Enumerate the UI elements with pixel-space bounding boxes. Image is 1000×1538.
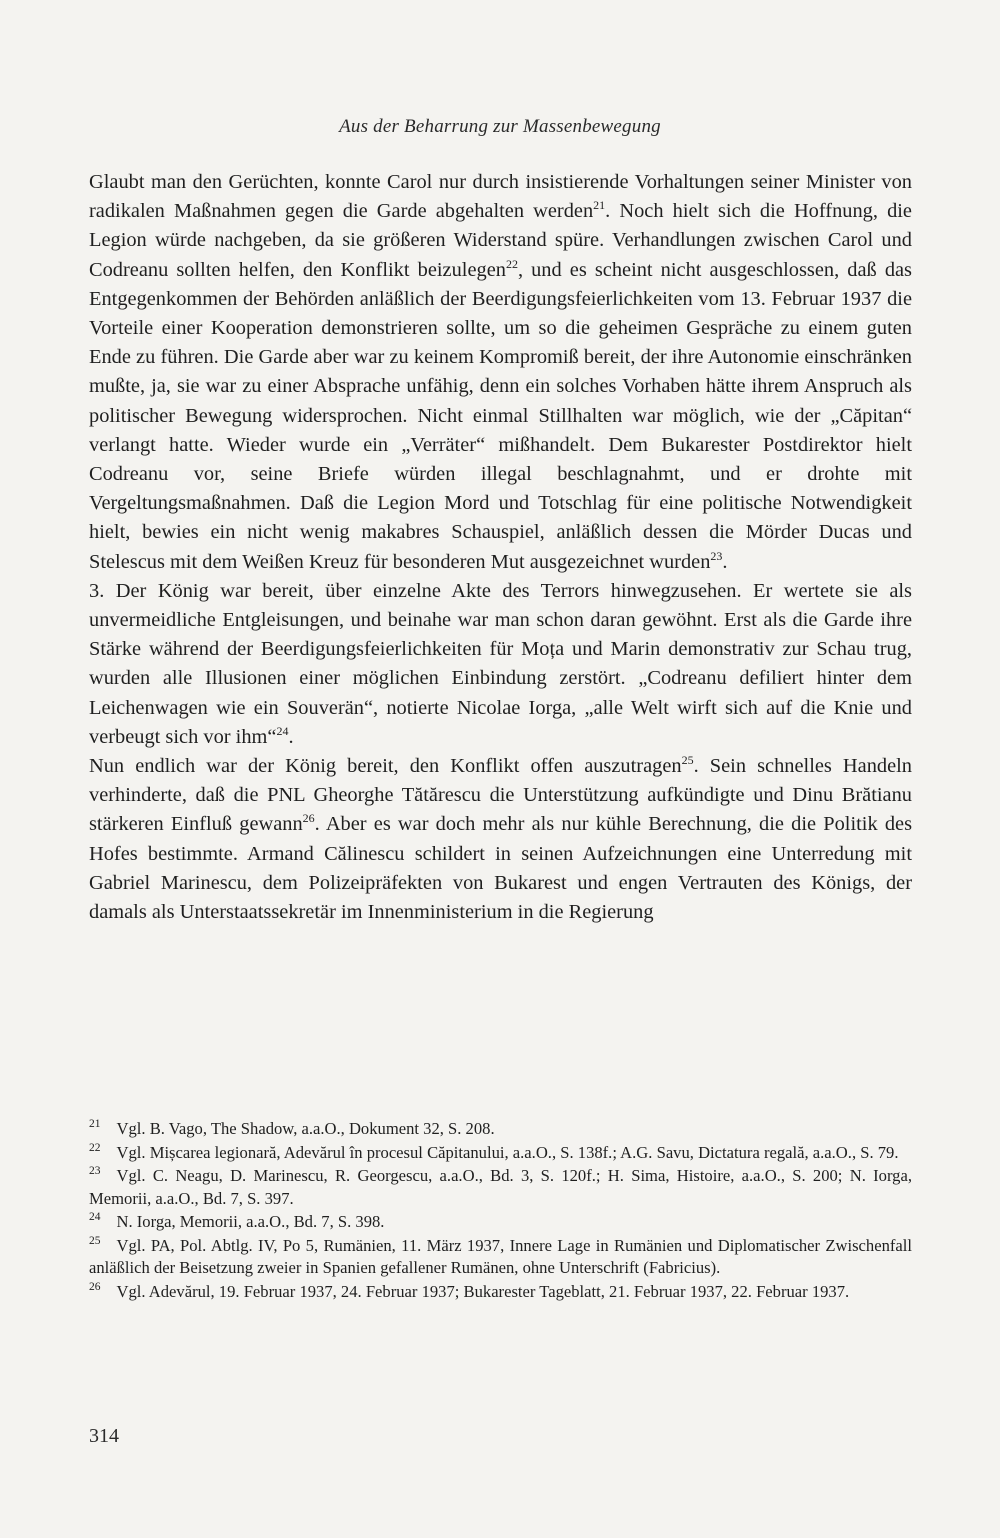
paragraph <box>89 577 912 752</box>
footnote-text: N. Iorga, Memorii, a.a.O., Bd. 7, S. 398. <box>116 1212 385 1231</box>
footnote-number: 22 <box>89 1141 101 1154</box>
text-run: . Aber es war doch mehr als nur kühle Berechnung, die die Politik des Hofes bestimmte. Armand Călinescu schildert in seinen Aufzeichnungen eine Unterredung mit Gabriel Marinescu, dem Polizeipräfekten von Bukarest und engen Vertrauten des Königs, der damals als Unterstaatssekretär im Innenministerium in die Regierung <box>89 813 912 924</box>
footnote-number: 25 <box>89 1234 101 1247</box>
page-number: 314 <box>89 1425 119 1447</box>
footnote-number: 23 <box>89 1165 101 1178</box>
footnote-text: Vgl. C. Neagu, D. Marinescu, R. Georgescu, a.a.O., Bd. 3, S. 120f.; H. Sima, Histoire, a.a.O., S. 200; N. Iorga, Memorii, a.a.O., Bd. 7, S. 397. <box>89 1166 912 1208</box>
paragraph <box>89 752 912 927</box>
footnote <box>89 1235 912 1280</box>
footnote <box>89 1118 912 1141</box>
text-run: 3. Der König war bereit, über einzelne Akte des Terrors hinwegzusehen. Er wertete sie als unvermeidliche Entgleisungen, und beinahe war man schon daran gewöhnt. Erst als die Garde ihre Stärke während der Beerdigungsfeierlichkeiten für Moța und Marin demonstrativ zur Schau trug, wurden alle Illusionen einer möglichen Einbindung zerstört. „Codreanu defiliert hinter dem Leichenwagen wie ein Souverän“, notierte Nicolae Iorga, „alle Welt wirft sich auf die Knie und verbeugt sich vor ihm“ <box>89 579 912 748</box>
running-head: Aus der Beharrung zur Massenbewegung <box>339 116 661 137</box>
footnote-reference: 23 <box>710 548 723 563</box>
footnote-text: Vgl. Mișcarea legionară, Adevărul în procesul Căpitanului, a.a.O., S. 138f.; A.G. Savu, Dictatura regală, a.a.O., S. 79. <box>116 1142 899 1162</box>
footnote-number: 26 <box>89 1280 101 1293</box>
text-run: Nun endlich war der König bereit, den Konflikt offen auszutragen <box>89 755 682 778</box>
footnote <box>89 1281 912 1304</box>
text-run: . <box>722 550 728 573</box>
footnote-reference: 24 <box>276 724 289 739</box>
footnote-text: Vgl. PA, Pol. Abtlg. IV, Po 5, Rumänien, 11. März 1937, Innere Lage in Rumänien und Diplomatischer Zwischenfall anläßlich der Beisetzung zweier in Spanien gefallener Rumänen, ohne Unterschrift (Fabricius). <box>89 1235 912 1277</box>
text-run: . Sein schnelles Handeln verhinderte, daß die PNL Gheorghe Tătărescu die Unterstützung aufkündigte und Dinu Brătianu stärkeren Einfluß gewann <box>89 755 913 836</box>
text-run: . <box>288 725 294 748</box>
footnote-reference: 26 <box>302 811 315 826</box>
text-run: . Noch hielt sich die Hoffnung, die Legion würde nachgeben, da sie größeren Widerstand spüre. Verhandlungen zwischen Carol und Codreanu sollten helfen, den Konflikt beizulegen <box>89 200 912 281</box>
footnote-number: 24 <box>89 1211 101 1224</box>
footnote-text: Vgl. Adevărul, 19. Februar 1937, 24. Februar 1937; Bukarester Tageblatt, 21. Februar 1937, 22. Februar 1937. <box>116 1281 850 1301</box>
footnote-reference: 22 <box>505 256 518 271</box>
footnote-text: Vgl. B. Vago, The Shadow, a.a.O., Dokument 32, S. 208. <box>116 1119 495 1138</box>
text-run: , und es scheint nicht ausgeschlossen, daß das Entgegenkommen der Behörden anläßlich der Beerdigungsfeierlichkeiten vom 13. Februar 1937 die Vorteile einer Kooperation demonstrieren sollte, um so die geheimen Gespräche zu einem guten Ende zu führen. Die Garde aber war zu keinem Kompromiß bereit, der ihre Autonomie einschränken mußte, ja, sie war zu einer Absprache unfähig, denn ein solches Vorhaben hätte ihrem Anspruch als politischer Bewegung widersprochen. Nicht einmal Stillhalten war möglich, wie der „Căpitan“ verlangt hatte. Wieder wurde ein „Verräter“ mißhandelt. Dem Bukarester Postdirektor hielt Codreanu vor, seine Briefe würden illegal beschlagnahmt, und er drohte mit Vergeltungsmaßnahmen. Daß die Legion Mord und Totschlag für eine politische Notwendigkeit hielt, bewies ein nicht wenig makabres Schauspiel, anläßlich dessen die Mörder Ducas und Stelescus mit dem Weißen Kreuz für besonderen Mut ausgezeichnet wurden <box>89 258 912 573</box>
text-run: Glaubt man den Gerüchten, konnte Carol nur durch insistierende Vorhaltungen seiner Minister von radikalen Maßnahmen gegen die Garde abgehalten werden <box>89 171 912 223</box>
footnote <box>89 1142 912 1165</box>
footnote <box>89 1211 912 1234</box>
footnote-reference: 25 <box>681 753 694 768</box>
paragraph <box>89 168 912 577</box>
footnote-reference: 21 <box>593 198 606 213</box>
footnote <box>89 1165 912 1210</box>
footnotes <box>89 1118 912 1303</box>
footnote-number: 21 <box>89 1118 101 1131</box>
main-text <box>89 168 912 927</box>
